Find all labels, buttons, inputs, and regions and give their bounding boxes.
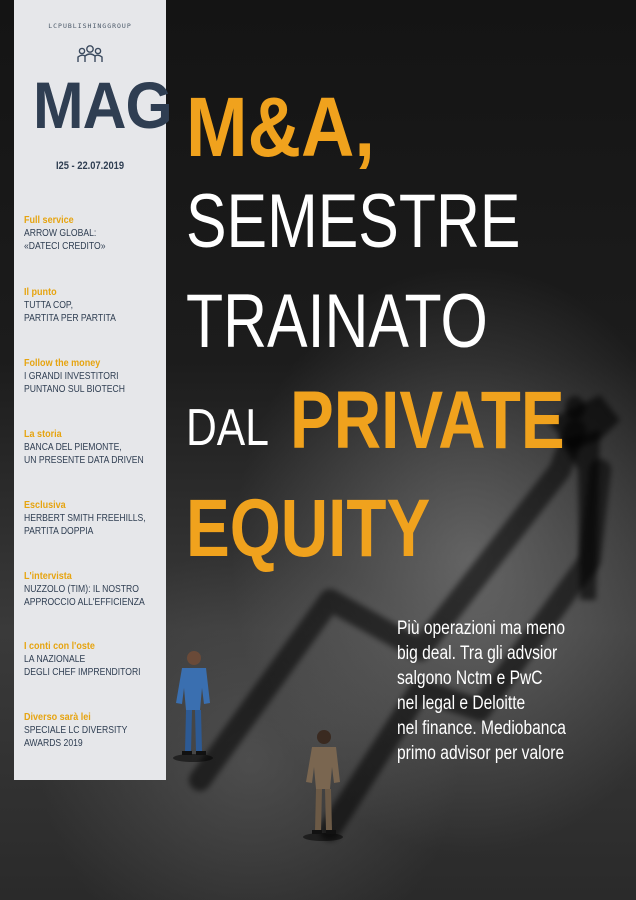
toc-title-line: PARTITA PER PARTITA — [24, 312, 116, 324]
toc-title-line: UN PRESENTE DATA DRIVEN — [24, 454, 144, 466]
toc-title-line: TUTTA COP, — [24, 299, 73, 311]
toc-title-line: AWARDS 2019 — [24, 737, 83, 749]
toc-category: Follow the money — [24, 357, 101, 369]
toc-item — [24, 499, 164, 538]
headline-line-5: EQUITY — [186, 483, 431, 574]
toc-item — [24, 711, 164, 750]
toc-item — [24, 357, 164, 396]
subtitle-line: nel finance. Mediobanca — [397, 718, 566, 739]
toc-category: Diverso sarà lei — [24, 711, 91, 723]
toc-title-line: SPECIALE LC DIVERSITY — [24, 724, 128, 736]
toc-item — [24, 428, 164, 467]
toc-category: Full service — [24, 214, 74, 226]
subtitle-line: nel legal e Deloitte — [397, 693, 526, 714]
toc-item — [24, 286, 164, 325]
toc-category: L'intervista — [24, 570, 72, 582]
publisher-name: LCPUBLISHINGGROUP — [48, 22, 132, 30]
toc-item — [24, 570, 164, 609]
businessman-brown-figure — [298, 727, 348, 842]
cover-subtitle — [397, 616, 633, 766]
toc-title-line: ARROW GLOBAL: — [24, 227, 97, 239]
toc-category: La storia — [24, 428, 62, 440]
headline-line-4-dal: DAL — [186, 399, 269, 457]
people-group-icon — [76, 44, 104, 66]
toc-title-line: PARTITA DOPPIA — [24, 525, 94, 537]
toc-title-line: APPROCCIO ALL'EFFICIENZA — [24, 596, 145, 608]
headline-line-3: TRAINATO — [186, 279, 488, 364]
toc-title-line: HERBERT SMITH FREEHILLS, — [24, 512, 146, 524]
toc-title-line: «DATECI CREDITO» — [24, 240, 106, 252]
toc-title-line: PUNTANO SUL BIOTECH — [24, 383, 125, 395]
toc-title-line: BANCA DEL PIEMONTE, — [24, 441, 122, 453]
toc-category: Il punto — [24, 286, 57, 298]
toc-item — [24, 640, 164, 679]
toc-title-line: DEGLI CHEF IMPRENDITORI — [24, 666, 141, 678]
toc-item — [24, 214, 164, 253]
toc-title-line: NUZZOLO (TIM): IL NOSTRO — [24, 583, 139, 595]
toc-category: I conti con l'oste — [24, 640, 95, 652]
toc-category: Esclusiva — [24, 499, 66, 511]
subtitle-line: Più operazioni ma meno — [397, 618, 566, 639]
headline-line-2: SEMESTRE — [186, 179, 521, 264]
subtitle-line: salgono Nctm e PwC — [397, 668, 543, 689]
businessman-blue-figure — [168, 648, 218, 763]
subtitle-line: primo advisor per valore — [397, 743, 565, 764]
subtitle-line: big deal. Tra gli advsior — [397, 643, 558, 664]
toc-title-line: I GRANDI INVESTITORI — [24, 370, 119, 382]
toc-title-line: LA NAZIONALE — [24, 653, 86, 665]
headline-line-1: M&A, — [186, 80, 375, 174]
table-of-contents-sidebar — [14, 0, 172, 780]
mag-logo: MAG — [32, 68, 172, 142]
headline-line-4-private: PRIVATE — [290, 375, 565, 466]
issue-number-date: I25 - 22.07.2019 — [55, 160, 125, 172]
